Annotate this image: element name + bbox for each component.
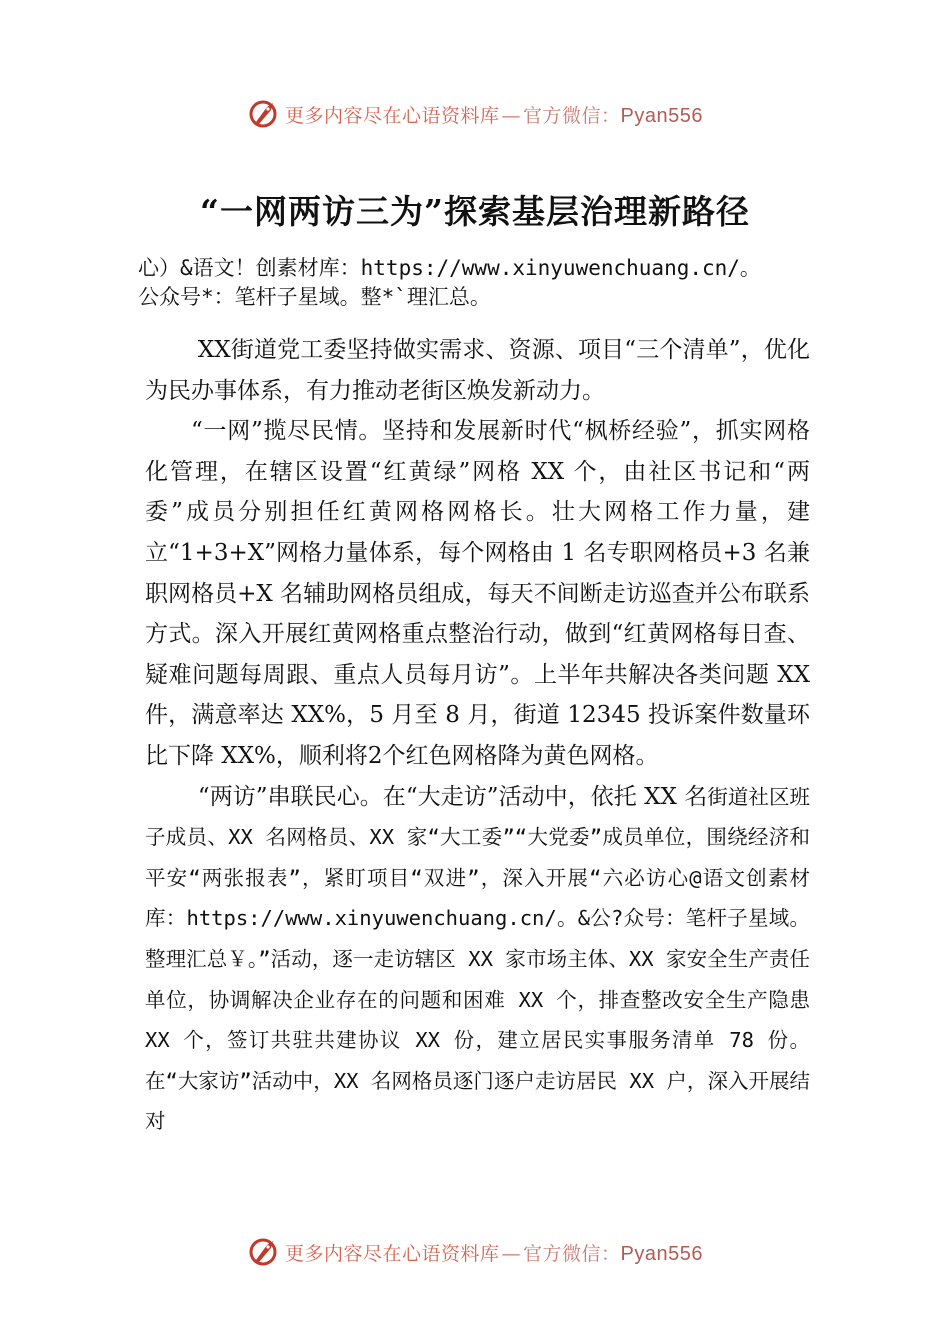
source-note-line: 公众号*：笔杆子星域。整*`理汇总。 xyxy=(138,285,491,309)
paragraph: “一网”揽尽民情。坚持和发展新时代“枫桥经验”，抓实网格化管理，在辖区设置“红黄绿”网格 XX 个，由社区书记和“两委”成员分别担任红黄网格网格长。壮大网格工作力量，建立“1+3+X”网格力量体系，每个网格由 1 名专职网格员+3 名兼职网格员+X 名辅助网格员组成，每天不间断走访巡查并公布联系方式。深入开展红黄网格重点整治行动，做到“红黄网格每日查、疑难问题每周跟、重点人员每月访”。上半年共解决各类问题 XX 件，满意率达 XX%，5 月至 8 月，街道 12345 投诉案件数量环比下降 XX%，顺利将2个红色网格降为黄色网格。 xyxy=(145,418,810,769)
paragraph xyxy=(145,777,810,1142)
watermark-text: 更多内容尽在心语资料库 — 官方微信：Pyan556 xyxy=(285,104,703,127)
paragraph-lead: “两访”串联民心。在“大走访”活动中，依托 XX 名 xyxy=(197,783,708,810)
source-note-line: 心）&语文！创素材库：https://www.xinyuwenchuang.cn/。 xyxy=(138,256,761,280)
header-watermark-banner xyxy=(0,94,950,134)
pen-nib-logo-icon xyxy=(247,97,281,131)
paragraph-continuation: 街道社区班子成员、XX 名网格员、XX 家“大工委”“大党委”成员单位，围绕经济和平安“两张报表”，紧盯项目“双进”，深入开展“六必访心@语文创素材库：https://www.xinyuwenchuang.cn/。&公?众号：笔杆子星域。整理汇总￥。”活动，逐一走访辖区 XX 家市场主体、XX 家安全生产责任单位，协调解决企业存在的问题和困难 XX 个，排查整改安全生产隐患 XX 个，签订共驻共建协议 XX 份，建立居民实事服务清单 78 份。在“大家访”活动中，XX 名网格员逐门逐户走访居民 XX 户，深入开展结对 xyxy=(145,784,810,1134)
pen-nib-logo-icon xyxy=(247,1235,281,1269)
document-body xyxy=(145,330,810,1142)
paragraph: XX街道党工委坚持做实需求、资源、项目“三个清单”，优化为民办事体系，有力推动老街区焕发新动力。 xyxy=(145,337,810,404)
document-title: “一网两访三为”探索基层治理新路径 xyxy=(200,192,750,231)
footer-watermark-banner xyxy=(0,1232,950,1272)
watermark-text: 更多内容尽在心语资料库 — 官方微信：Pyan556 xyxy=(285,1242,703,1265)
